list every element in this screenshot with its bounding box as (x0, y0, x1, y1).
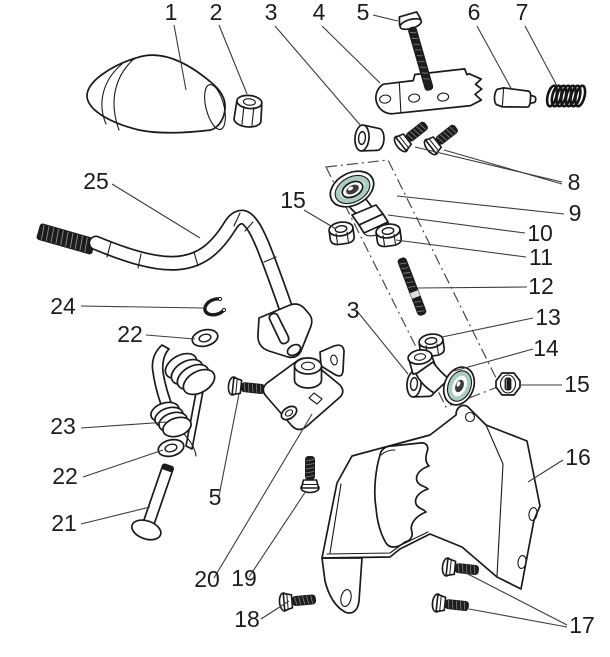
callout-5-top: 5 (356, 0, 370, 25)
callout-20: 20 (194, 566, 220, 592)
bolt-17b-drawing (432, 594, 470, 616)
hex-nut-15-right-drawing (496, 373, 520, 395)
torsion-spring-drawing (148, 345, 219, 456)
callout-15-left: 15 (280, 187, 306, 213)
callout-25: 25 (83, 168, 109, 194)
leader-22-lower (83, 450, 163, 477)
leader-3-top (275, 26, 361, 126)
callout-3-mid: 3 (346, 297, 360, 323)
callout-3-top: 3 (264, 0, 278, 25)
callout-23: 23 (50, 413, 76, 439)
shift-lever-drawing (36, 213, 312, 358)
hex-nut-15-left-drawing (328, 221, 355, 246)
clevis-pin-drawing (129, 461, 182, 544)
callout-14: 14 (533, 335, 559, 361)
callout-24: 24 (50, 293, 76, 319)
callout-15-right: 15 (564, 371, 590, 397)
leader-14 (454, 349, 533, 371)
callout-4: 4 (312, 0, 326, 25)
detent-pin-drawing (494, 87, 537, 109)
bolt-8b-drawing (422, 120, 462, 157)
leader-9 (397, 196, 564, 214)
bolt-17a-drawing (442, 558, 480, 580)
mounting-bracket-drawing (322, 405, 540, 613)
callout-18: 18 (234, 606, 260, 632)
leader-25 (112, 184, 200, 238)
callout-9: 9 (568, 200, 582, 226)
leader-22-upper (146, 335, 195, 339)
callout-2: 2 (209, 0, 223, 25)
rod-end-lower-drawing (407, 348, 480, 409)
leader-5-mid (219, 394, 239, 496)
callout-12: 12 (528, 273, 554, 299)
callout-13: 13 (535, 304, 561, 330)
leader-4 (322, 26, 380, 83)
leader-6 (477, 26, 512, 90)
leader-10 (388, 215, 525, 233)
leader-23 (81, 422, 167, 428)
callout-21: 21 (51, 510, 77, 536)
bushing-upper-drawing (354, 124, 385, 152)
leader-5-top (373, 15, 398, 21)
callout-17: 17 (569, 612, 595, 638)
leader-20 (214, 414, 312, 578)
leader-19 (249, 491, 306, 577)
leader-13 (442, 318, 533, 337)
leader-7 (525, 26, 557, 86)
leader-8a (415, 147, 562, 182)
knob-lock-nut-drawing (233, 94, 263, 128)
callout-10: 10 (527, 220, 553, 246)
callout-11: 11 (529, 244, 553, 270)
callout-7: 7 (515, 0, 529, 25)
leader-12 (417, 287, 527, 288)
callout-8: 8 (567, 169, 581, 195)
washer-upper-drawing (190, 327, 219, 349)
callout-22-lower: 22 (52, 463, 78, 489)
leader-11 (396, 240, 526, 257)
leader-15-left (304, 210, 336, 229)
bolt-18-drawing (279, 590, 317, 611)
shift-knob-drawing (87, 55, 229, 133)
callout-22-upper: 22 (117, 321, 143, 347)
leader-8b (444, 150, 562, 184)
callout-16: 16 (565, 444, 591, 470)
leader-3-mid (357, 311, 408, 374)
jam-nut-11-drawing (375, 223, 402, 248)
leader-24 (81, 306, 203, 308)
leader-2 (219, 25, 247, 94)
pivot-bracket-drawing (263, 345, 344, 429)
callout-5-mid: 5 (208, 484, 222, 510)
callout-6: 6 (467, 0, 481, 25)
detent-spring-drawing (545, 85, 587, 107)
callout-19: 19 (231, 565, 257, 591)
snap-ring-drawing (205, 297, 226, 314)
threaded-stud-drawing (397, 256, 428, 316)
washer-lower-drawing (156, 437, 185, 459)
bolt-19-drawing (301, 456, 319, 493)
callout-1: 1 (164, 0, 178, 25)
